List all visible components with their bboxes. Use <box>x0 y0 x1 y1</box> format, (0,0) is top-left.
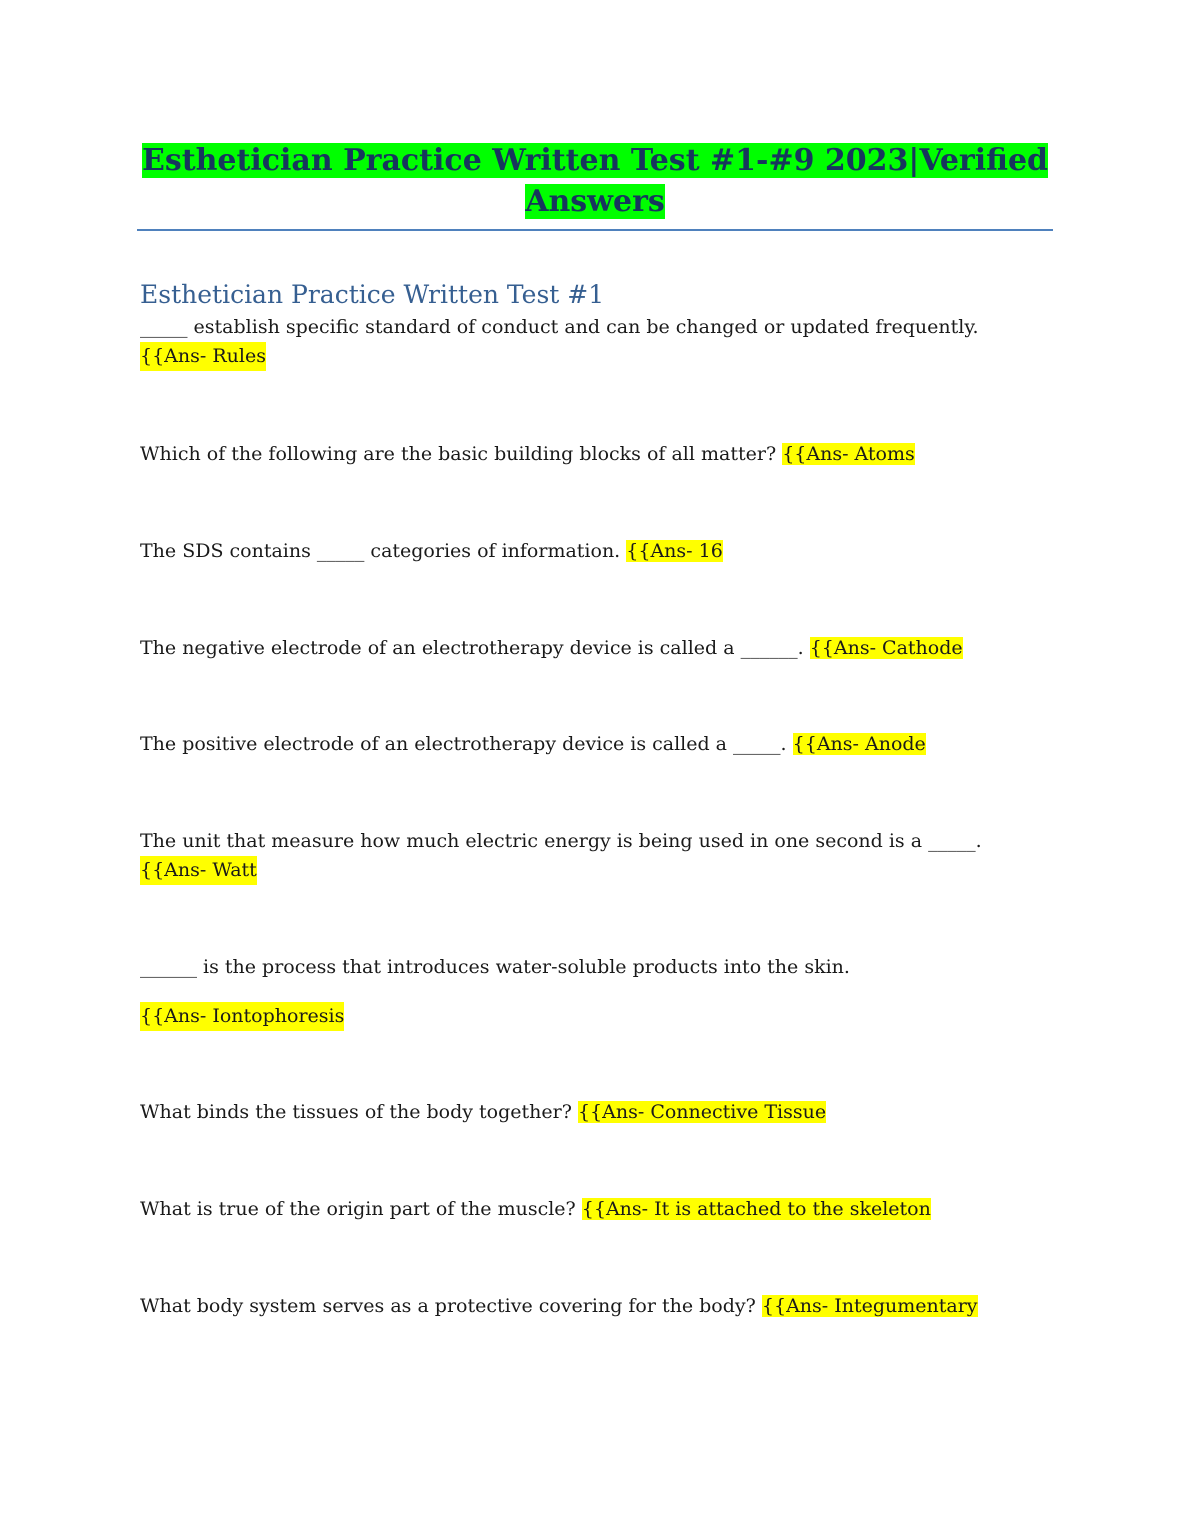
question-text: _____ establish specific standard of conduct and can be changed or updated frequently. <box>140 316 979 338</box>
question-text: Which of the following are the basic building blocks of all matter? <box>140 443 777 465</box>
answer-highlight: {{Ans- Integumentary <box>761 1295 978 1317</box>
question-text: What is true of the origin part of the muscle? <box>140 1198 576 1220</box>
question-item-7 <box>140 953 1060 1031</box>
question-item-8 <box>140 1098 1060 1127</box>
question-item-10 <box>140 1292 1060 1321</box>
answer-highlight: {{Ans- Atoms <box>782 443 915 465</box>
answer-highlight: {{Ans- Rules <box>140 342 266 371</box>
question-text: What body system serves as a protective covering for the body? <box>140 1295 756 1317</box>
title-divider <box>137 229 1053 231</box>
answer-highlight: {{Ans- Watt <box>140 856 257 885</box>
question-item-4 <box>140 634 1060 663</box>
section-heading: Esthetician Practice Written Test #1 <box>140 280 605 309</box>
question-item-6 <box>140 827 1060 885</box>
question-item-9 <box>140 1195 1060 1224</box>
document-title-text: Esthetician Practice Written Test #1-#9 2023|Verified Answers <box>141 143 1049 219</box>
question-text: The SDS contains _____ categories of information. <box>140 540 621 562</box>
answer-highlight: {{Ans- Anode <box>792 733 926 755</box>
document-title <box>137 140 1053 222</box>
question-text: The negative electrode of an electrotherapy device is called a ______. <box>140 637 804 659</box>
question-text: The unit that measure how much electric energy is being used in one second is a _____. <box>140 830 982 852</box>
question-text: The positive electrode of an electrotherapy device is called a _____. <box>140 733 787 755</box>
question-item-5 <box>140 730 1060 759</box>
question-item-3 <box>140 537 1060 566</box>
answer-highlight: {{Ans- It is attached to the skeleton <box>581 1198 931 1220</box>
question-text: ______ is the process that introduces water-soluble products into the skin. <box>140 956 850 978</box>
answer-highlight: {{Ans- Cathode <box>809 637 963 659</box>
question-item-1 <box>140 313 1060 371</box>
answer-highlight: {{Ans- Connective Tissue <box>577 1101 827 1123</box>
question-text: What binds the tissues of the body together? <box>140 1101 572 1123</box>
question-item-2 <box>140 440 1060 469</box>
answer-highlight: {{Ans- Iontophoresis <box>140 1002 344 1031</box>
answer-highlight: {{Ans- 16 <box>626 540 723 562</box>
